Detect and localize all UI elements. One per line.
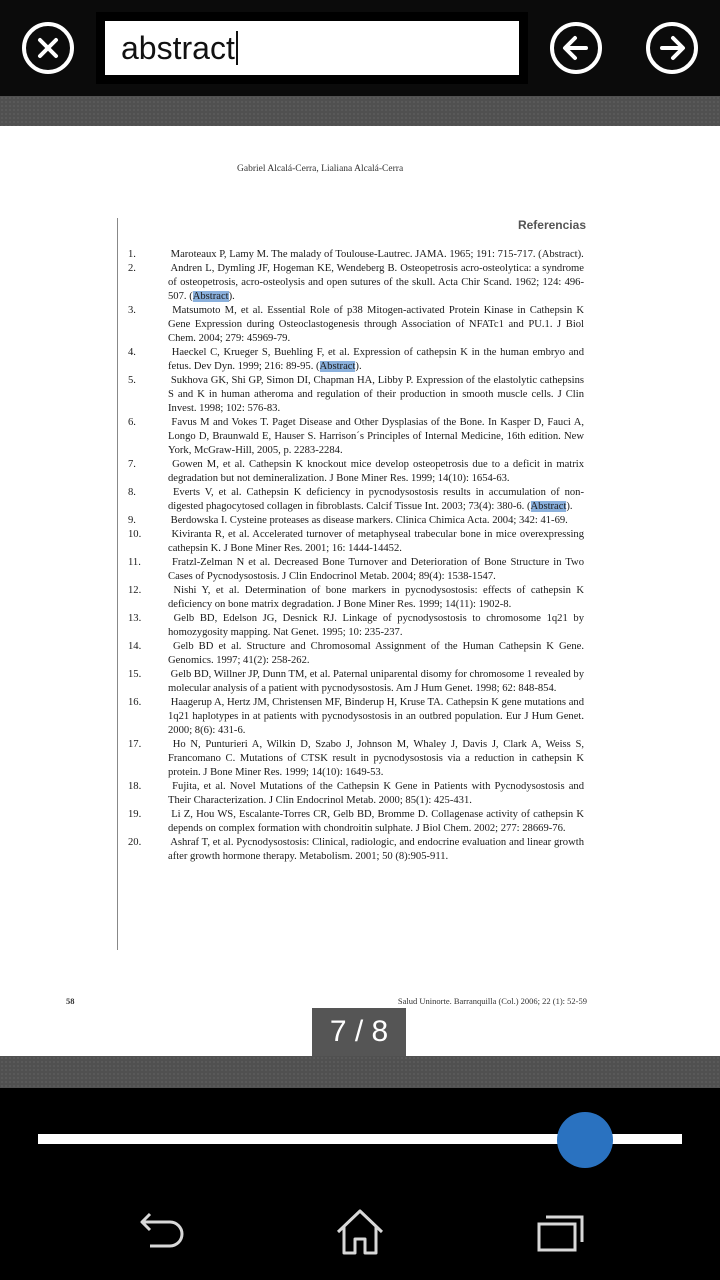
reference-number: 5.: [128, 375, 136, 386]
reference-item: [128, 304, 584, 346]
previous-match-button[interactable]: [550, 22, 602, 74]
next-match-button[interactable]: [646, 22, 698, 74]
reference-text: Haagerup A, Hertz JM, Christensen MF, Binderup H, Kruse TA. Cathepsin K gene mutations and 1q21 haplotypes in at patients with pycnodysostosis in an outbred population. Eur J Hum Genet. 2000; 8(6): 431-6.: [168, 697, 584, 736]
reference-item: [128, 416, 585, 458]
reference-number: 17.: [128, 739, 142, 750]
reference-item: [128, 486, 584, 514]
text-caret: [236, 31, 238, 65]
reference-number: 1.: [128, 249, 136, 260]
reference-text: Sukhova GK, Shi GP, Simon DI, Chapman HA, Libby P. Expression of the elastolytic cathepsins S and K in human atheroma and regulation of their production in smooth muscle cells. J Clin Invest. 1998; 102: 576-83.: [168, 375, 584, 414]
search-match-highlight[interactable]: Abstract: [319, 361, 356, 372]
search-input[interactable]: [105, 21, 519, 75]
arrow-left-circle-icon: [554, 26, 598, 70]
close-search-button[interactable]: [22, 22, 74, 74]
reference-item: [128, 668, 584, 696]
reference-text: Fratzl-Zelman N et al. Decreased Bone Turnover and Deterioration of Bone Structure in Two Cases of Pycnodysostosis. J Clin Endocrinol Metab. 2004; 89(4): 1538-1547.: [168, 557, 584, 582]
reference-text: Andren L, Dymling JF, Hogeman KE, Wendeberg B. Osteopetrosis acro-osteolytica: a syndrome of osteopetrosis, acro-osteolysis and open sutures of the skull. Acta Chir Scand. 1962; 124: 496-507. (: [168, 263, 584, 302]
page-running-header: Gabriel Alcalá-Cerra, Lialiana Alcalá-Cerra: [237, 164, 404, 174]
recent-apps-button[interactable]: [536, 1208, 586, 1256]
reference-number: 15.: [128, 669, 142, 680]
search-input-text: abstract: [121, 30, 235, 66]
reference-text: Kiviranta R, et al. Accelerated turnover of metaphyseal trabecular bone in mice overexpressing cathepsin K. J Bone Miner Res. 2001; 16: 1444-14452.: [168, 529, 584, 554]
reference-text: Gowen M, et al. Cathepsin K knockout mice develop osteopetrosis due to a deficit in matrix degradation but not demineralization. J Bone Miner Res. 1999; 14(10): 1654-63.: [168, 459, 584, 484]
reference-number: 10.: [128, 529, 142, 540]
reference-text: Maroteaux P, Lamy M. The malady of Toulouse-Lautrec. JAMA. 1965; 191: 715-717. (Abstract).: [170, 249, 584, 260]
journal-citation-footer: Salud Uninorte. Barranquilla (Col.) 2006; 22 (1): 52-59: [397, 996, 587, 1006]
reference-number: 9.: [128, 515, 136, 526]
reference-number: 20.: [128, 837, 142, 848]
search-match-highlight[interactable]: Abstract: [530, 501, 567, 512]
reference-number: 11.: [128, 557, 141, 568]
reference-text-tail: ).: [228, 291, 235, 302]
page-slider-thumb[interactable]: [557, 1112, 613, 1168]
reference-item: [128, 458, 584, 486]
reference-number: 13.: [128, 613, 142, 624]
reference-text: Ho N, Punturieri A, Wilkin D, Szabo J, Johnson M, Whaley J, Davis J, Clark A, Weiss S, Francomano C. Mutations of CTSK result in pycnodysostosis via a reduction in cathepsin K protein. J Bone Miner Res. 1999; 14(10): 1649-53.: [168, 739, 584, 778]
page-indicator: 7 / 8: [312, 1008, 406, 1056]
reference-text: Gelb BD, Willner JP, Dunn TM, et al. Paternal uniparental disomy for chromosome 1 revealed by molecular analysis of a patient with pycnodysostosis. Am J Hum Genet. 1998; 62: 848-854.: [168, 669, 584, 694]
reference-item: [128, 808, 584, 836]
reference-text: Haeckel C, Krueger S, Buehling F, et al. Expression of cathepsin K in the human embryo and fetus. Dev Dyn. 1999; 216: 89-95. (: [168, 347, 584, 372]
reference-item: [128, 374, 584, 416]
page-gutter-bottom: [0, 1056, 720, 1088]
reference-item: [128, 612, 584, 640]
reference-item: [128, 738, 584, 780]
reference-item: [128, 836, 584, 864]
reference-text: Gelb BD et al. Structure and Chromosomal Assignment of the Human Cathepsin K Gene. Genomics. 1997; 41(2): 258-262.: [168, 641, 584, 666]
reference-number: 7.: [128, 459, 136, 470]
back-button[interactable]: [136, 1208, 186, 1256]
reference-text: Favus M and Vokes T. Paget Disease and Other Dysplasias of the Bone. In Kasper D, Fauci A, Longo D, Braunwald E, Hauser S. Harrison´s Principles of Internal Medicine, 16th edition. New York, McGraw-Hill, 2005, p. 2283-2284.: [168, 417, 585, 456]
reference-item: [128, 346, 584, 374]
home-icon: [335, 1208, 385, 1256]
reference-number: 14.: [128, 641, 142, 652]
reference-text-tail: ).: [355, 361, 362, 372]
reference-item: [128, 556, 584, 584]
reference-list: [128, 248, 585, 864]
search-toolbar: [0, 0, 720, 96]
page-gutter-top: [0, 96, 720, 126]
reference-text: Everts V, et al. Cathepsin K deficiency in pycnodysostosis results in accumulation of non-digested phagocytosed collagen in fibroblasts. Calcif Tissue Int. 2003; 73(4): 380-6. (: [168, 487, 584, 512]
reference-number: 2.: [128, 263, 136, 274]
reference-item: [128, 584, 584, 612]
reference-number: 4.: [128, 347, 136, 358]
reference-text: Gelb BD, Edelson JG, Desnick RJ. Linkage of pycnodysostosis to chromosome 1q21 by homozygosity mapping. Nat Genet. 1995; 10: 235-237.: [168, 613, 584, 638]
reference-text: Matsumoto M, et al. Essential Role of p38 Mitogen-activated Protein Kinase in Cathepsin K Gene Expression during Osteoclastogenesis through Association of NFATc1 and PU.1. J Biol Chem. 2004; 279: 45969-79.: [168, 305, 584, 344]
home-button[interactable]: [335, 1208, 385, 1256]
reference-number: 8.: [128, 487, 136, 498]
reference-text: Li Z, Hou WS, Escalante-Torres CR, Gelb BD, Bromme D. Collagenase activity of cathepsin K depends on complex formation with chondroitin sulphate. J Biol Chem. 2002; 277: 28669-76.: [168, 809, 584, 834]
reference-number: 19.: [128, 809, 142, 820]
references-heading: Referencias: [517, 218, 586, 232]
arrow-right-circle-icon: [650, 26, 694, 70]
reference-item: [128, 514, 584, 528]
reference-item: [128, 528, 584, 556]
reference-number: 12.: [128, 585, 142, 596]
reference-number: 18.: [128, 781, 142, 792]
reference-text-tail: ).: [566, 501, 573, 512]
back-arrow-icon: [136, 1208, 186, 1256]
reference-text: Ashraf T, et al. Pycnodysostosis: Clinical, radiologic, and endocrine evaluation and linear growth after growth hormone therapy. Metabolism. 2001; 50 (8):905-911.: [168, 837, 584, 862]
reference-item: [128, 640, 584, 668]
page-slider-area: [0, 1088, 720, 1184]
close-circle-icon: [26, 26, 70, 70]
reference-item: [128, 248, 584, 262]
reference-item: [128, 780, 585, 808]
page-number: 58: [66, 996, 75, 1006]
search-field-frame: [96, 12, 528, 84]
recent-apps-icon: [536, 1208, 586, 1256]
reference-text: Nishi Y, et al. Determination of bone markers in pycnodysostosis: effects of cathepsin K deficiency on bone matrix degradation. J Bone Miner Res. 1999; 14(11): 1902-8.: [168, 585, 584, 610]
search-match-highlight[interactable]: Abstract: [192, 291, 229, 302]
document-page[interactable]: [0, 126, 720, 1056]
reference-number: 6.: [128, 417, 136, 428]
margin-rule: [117, 218, 118, 950]
system-navigation-bar: [0, 1184, 720, 1280]
reference-number: 16.: [128, 697, 142, 708]
reference-number: 3.: [128, 305, 136, 316]
reference-text: Fujita, et al. Novel Mutations of the Cathepsin K Gene in Patients with Pycnodysostosis and Their Characterization. J Clin Endocrinol Metab. 2000; 85(1): 425-431.: [168, 781, 585, 806]
reference-item: [128, 262, 584, 304]
reference-item: [128, 696, 584, 738]
reference-text: Berdowska I. Cysteine proteases as disease markers. Clinica Chimica Acta. 2004; 342: 41-69.: [170, 515, 568, 526]
